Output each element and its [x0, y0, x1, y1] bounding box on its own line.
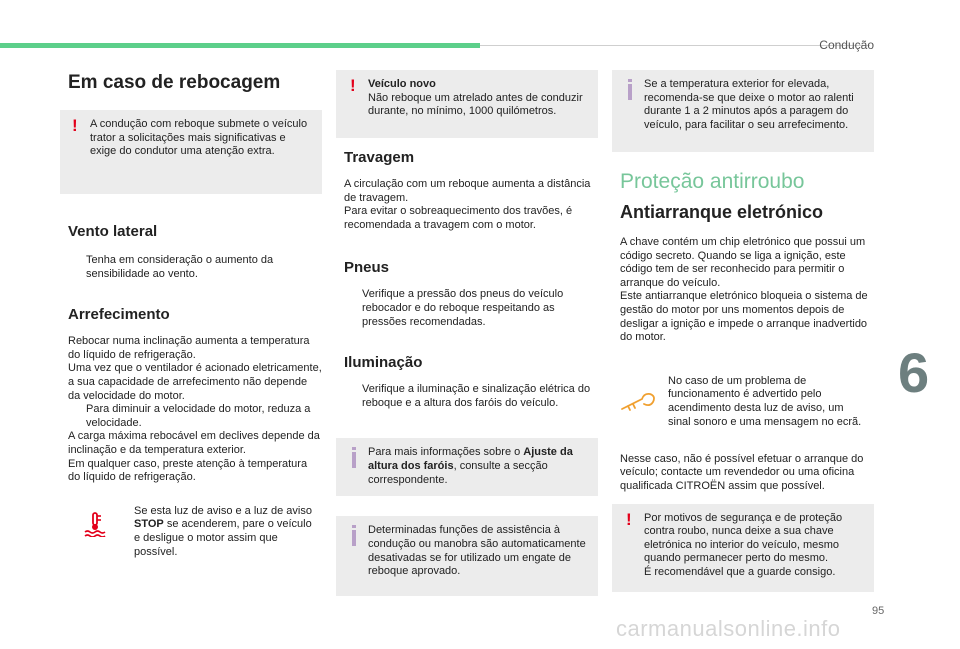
para-arref-4: Em qualquer caso, preste atenção à temperatura do líquido de refrigeração. [68, 457, 308, 484]
page-title: Em caso de rebocagem [68, 72, 281, 93]
info-box-headlamp: Para mais informações sobre o Ajuste da altura dos faróis, consulte a secção correspondente. [336, 438, 598, 496]
header-divider [480, 45, 870, 46]
key-warning-text: No caso de um problema de funcionamento é advertido pelo acendimento desta luz de aviso, um sinal sonoro e uma mensagem no ecrã. [668, 374, 862, 428]
warning-key-text-2: É recomendável que a guarde consigo. [644, 565, 836, 578]
bullet-coolant: Se esta luz de aviso e a luz de aviso STOP se acenderem, pare o veículo e desligue o motor assim que possível. [134, 504, 312, 558]
coolant-warning-note [60, 505, 322, 565]
heading-vento: Vento lateral [68, 223, 158, 240]
heading-antiarranque: Antiarranque eletrónico [620, 202, 824, 222]
info-icon [352, 452, 356, 468]
warning-icon: ! [72, 116, 78, 135]
warning-text: A condução com reboque submete o veículo trator a solicitações mais significativas e exige do condutor uma atenção extra. [90, 118, 308, 158]
chapter-number: 6 [898, 341, 930, 404]
para-travagem-2: Para evitar o sobreaquecimento dos travões, é recomendada a travagem com o motor. [344, 205, 573, 231]
info-box-temperature: Se a temperatura exterior for elevada, recomenda-se que deixe o motor ao ralenti durante 1 a 2 minutos após a paragem do veículo, para facilitar o seu arrefecimento. [612, 70, 874, 152]
new-vehicle-title: Veículo novo [368, 78, 436, 90]
warning-box-key [612, 504, 874, 592]
watermark: carmanualsonline.info [616, 616, 841, 641]
info-box-assistance: Determinadas funções de assistência à condução ou manobra são automaticamente desativadas se for utilizado um engate de reboque aprovado. [336, 516, 598, 596]
bullet-iluminacao: Verifique a iluminação e sinalização elétrica do reboque e a altura dos faróis do veículo. [362, 383, 591, 409]
heading-travagem: Travagem [344, 149, 415, 166]
heading-arrefecimento: Arrefecimento [68, 306, 170, 324]
para-travagem-1: A circulação com um reboque aumenta a distância de travagem. [344, 178, 591, 204]
para-antiarranque-2: Este antiarranque eletrónico bloqueia o sistema de gestão do motor por uns momentos depois de desligar a ignição e impede o arranque inadvertido do motor. [620, 290, 868, 344]
section-title-antirroubo: Proteção antirroubo [620, 170, 805, 193]
bullet-arref: Para diminuir a velocidade do motor, reduza a velocidade. [86, 403, 311, 429]
warning-icon: ! [626, 509, 632, 529]
key-warning-note [612, 375, 874, 447]
warning-key-text: Por motivos de segurança e de proteção contra roubo, nunca deixe a sua chave eletrónica no interior do veículo, mesmo quando permanecer perto do mesmo. [644, 511, 843, 565]
warning-box-towing [60, 110, 322, 194]
coolant-temperature-icon [82, 511, 108, 537]
warning-box-new-vehicle [336, 70, 598, 138]
header-accent-bar [0, 43, 480, 48]
info-icon [352, 530, 356, 546]
page-number: 95 [872, 605, 885, 617]
column-middle [336, 70, 598, 596]
bullet-vento: Tenha em consideração o aumento da sensibilidade ao vento. [86, 254, 274, 280]
column-right [612, 70, 874, 592]
note-citroen-dealer: Nesse caso, não é possível efetuar o arranque do veículo; contacte um revendedor ou uma oficina qualificada CITROËN assim que possível. [620, 452, 864, 492]
new-vehicle-text: Não reboque um atrelado antes de conduzir durante, no mínimo, 1000 quilómetros. [368, 91, 583, 118]
bullet-pneus: Verifique a pressão dos pneus do veículo rebocador e do reboque respeitando as pressões recomendadas. [362, 288, 564, 328]
warning-icon: ! [350, 76, 356, 95]
para-antiarranque-1: A chave contém um chip eletrónico que possui um código secreto. Quando se liga a ignição, este código tem de ser reconhecido para permitir o arranque do veículo. [620, 236, 866, 289]
heading-pneus: Pneus [344, 259, 390, 277]
info-icon [628, 84, 632, 100]
column-left [60, 62, 322, 565]
section-header: Condução [819, 38, 874, 52]
key-warning-icon [620, 391, 660, 413]
para-arref-3: A carga máxima rebocável em declives depende da inclinação e da temperatura exterior. [68, 430, 320, 456]
para-arref-2: Uma vez que o ventilador é acionado eletricamente, a sua capacidade de arrefecimento não depende da velocidade do motor. [68, 362, 322, 402]
para-arref-1: Rebocar numa inclinação aumenta a temperatura do líquido de refrigeração. [68, 335, 310, 361]
heading-iluminacao: Iluminação [344, 354, 423, 372]
